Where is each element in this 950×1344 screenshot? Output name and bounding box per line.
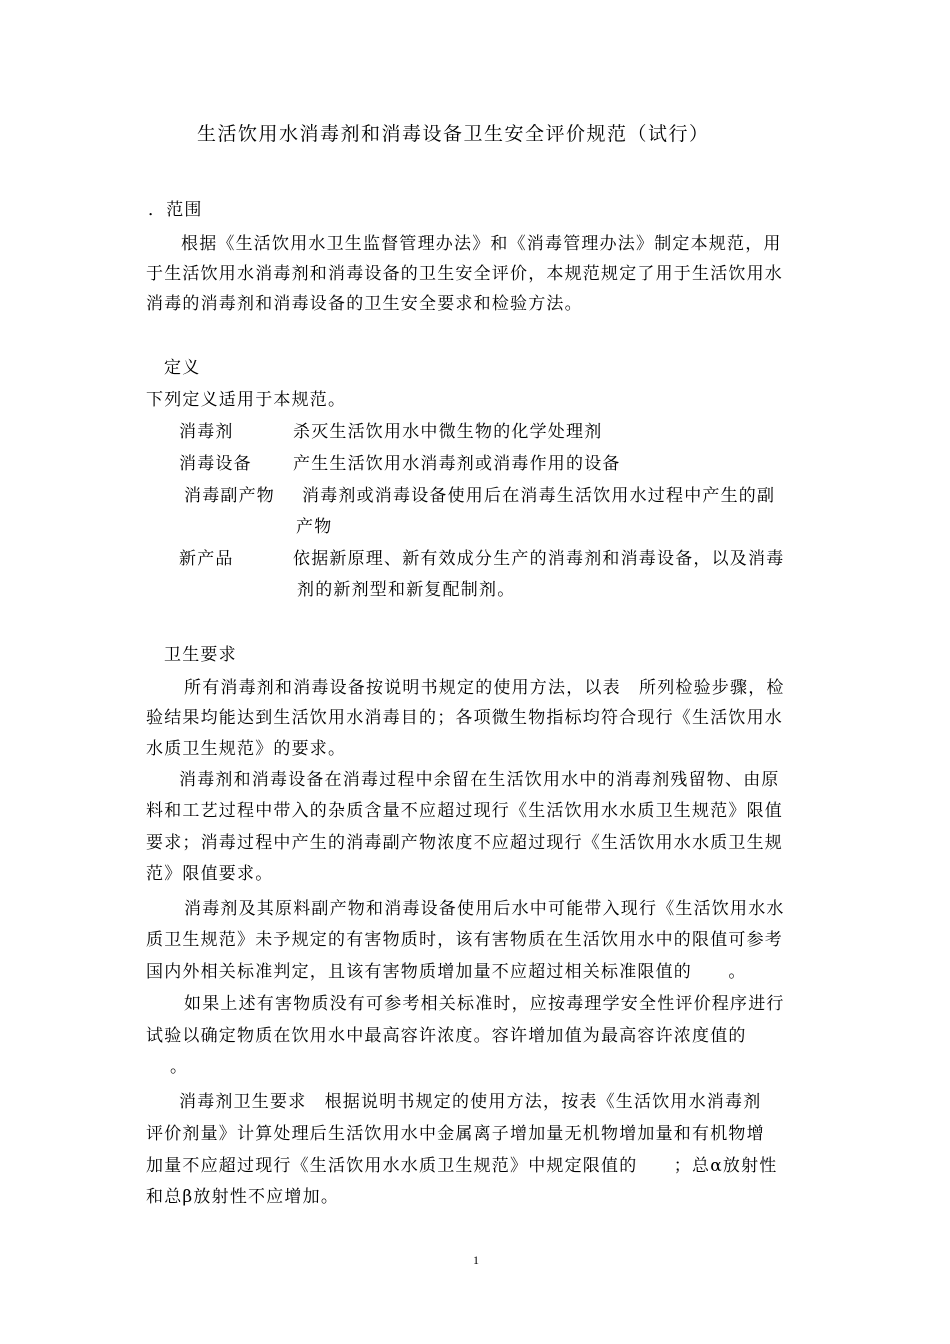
section-heading-scope: ．范围 [148,200,203,220]
definition-desc: 消毒剂或消毒设备使用后在消毒生活饮用水过程中产生的副 [302,486,776,506]
paragraph-line: 水质卫生规范》的要求。 [146,739,347,759]
paragraph-line: 。 [170,1057,189,1077]
definition-term: 消毒剂 [179,422,234,442]
paragraph-line: 于生活饮用水消毒剂和消毒设备的卫生安全评价，本规范规定了用于生活饮用水 [146,264,783,284]
paragraph-line: 范》限值要求。 [146,864,274,884]
paragraph-line: 消毒剂及其原料副产物和消毒设备使用后水中可能带入现行《生活饮用水水 [184,899,785,919]
paragraph-line: 国内外相关标准判定，且该有害物质增加量不应超过相关标准限值的 。 [146,962,747,982]
paragraph-line: 如果上述有害物质没有可参考相关标准时，应按毒理学安全性评价程序进行 [184,994,785,1014]
paragraph-line: 验结果均能达到生活饮用水消毒目的；各项微生物指标均符合现行《生活饮用水 [146,708,783,728]
paragraph-line: 试验以确定物质在饮用水中最高容许浓度。容许增加值为最高容许浓度值的 [146,1026,747,1046]
definition-desc: 产生生活饮用水消毒剂或消毒作用的设备 [293,454,621,474]
definition-term: 新产品 [179,549,234,569]
definitions-intro: 下列定义适用于本规范。 [146,390,347,410]
definition-desc: 剂的新剂型和新复配制剂。 [297,580,516,600]
definition-desc: 依据新原理、新有效成分生产的消毒剂和消毒设备，以及消毒 [293,549,785,569]
paragraph-line: 质卫生规范》未予规定的有害物质时，该有害物质在生活饮用水中的限值可参考 [146,930,783,950]
paragraph-line: 加量不应超过现行《生活饮用水水质卫生规范》中规定限值的 ；总α放射性 [146,1156,778,1176]
paragraph-line: 和总β放射性不应增加。 [146,1187,340,1207]
paragraph-line: 消毒的消毒剂和消毒设备的卫生安全要求和检验方法。 [146,294,583,314]
page-number: 1 [473,1253,479,1267]
section-heading-requirements: 卫生要求 [164,645,237,665]
definition-term: 消毒设备 [179,454,252,474]
paragraph-line: 消毒剂卫生要求 根据说明书规定的使用方法，按表《生活饮用水消毒剂 [179,1092,762,1112]
paragraph-line: 消毒剂和消毒设备在消毒过程中余留在生活饮用水中的消毒剂残留物、由原 [179,770,780,790]
definition-desc: 杀灭生活饮用水中微生物的化学处理剂 [293,422,603,442]
document-title: 生活饮用水消毒剂和消毒设备卫生安全评价规范（试行） [197,123,710,145]
definition-desc: 产物 [296,517,333,537]
section-heading-definitions: 定义 [164,358,201,378]
paragraph-line: 评价剂量》计算处理后生活饮用水中金属离子增加量无机物增加量和有机物增 [146,1124,765,1144]
paragraph-line: 料和工艺过程中带入的杂质含量不应超过现行《生活饮用水水质卫生规范》限值 [146,801,783,821]
paragraph-line: 所有消毒剂和消毒设备按说明书规定的使用方法，以表 所列检验步骤，检 [184,678,785,698]
paragraph-line: 要求；消毒过程中产生的消毒副产物浓度不应超过现行《生活饮用水水质卫生规 [146,833,783,853]
paragraph-line: 根据《生活饮用水卫生监督管理办法》和《消毒管理办法》制定本规范，用 [181,234,782,254]
definition-term: 消毒副产物 [184,486,275,506]
